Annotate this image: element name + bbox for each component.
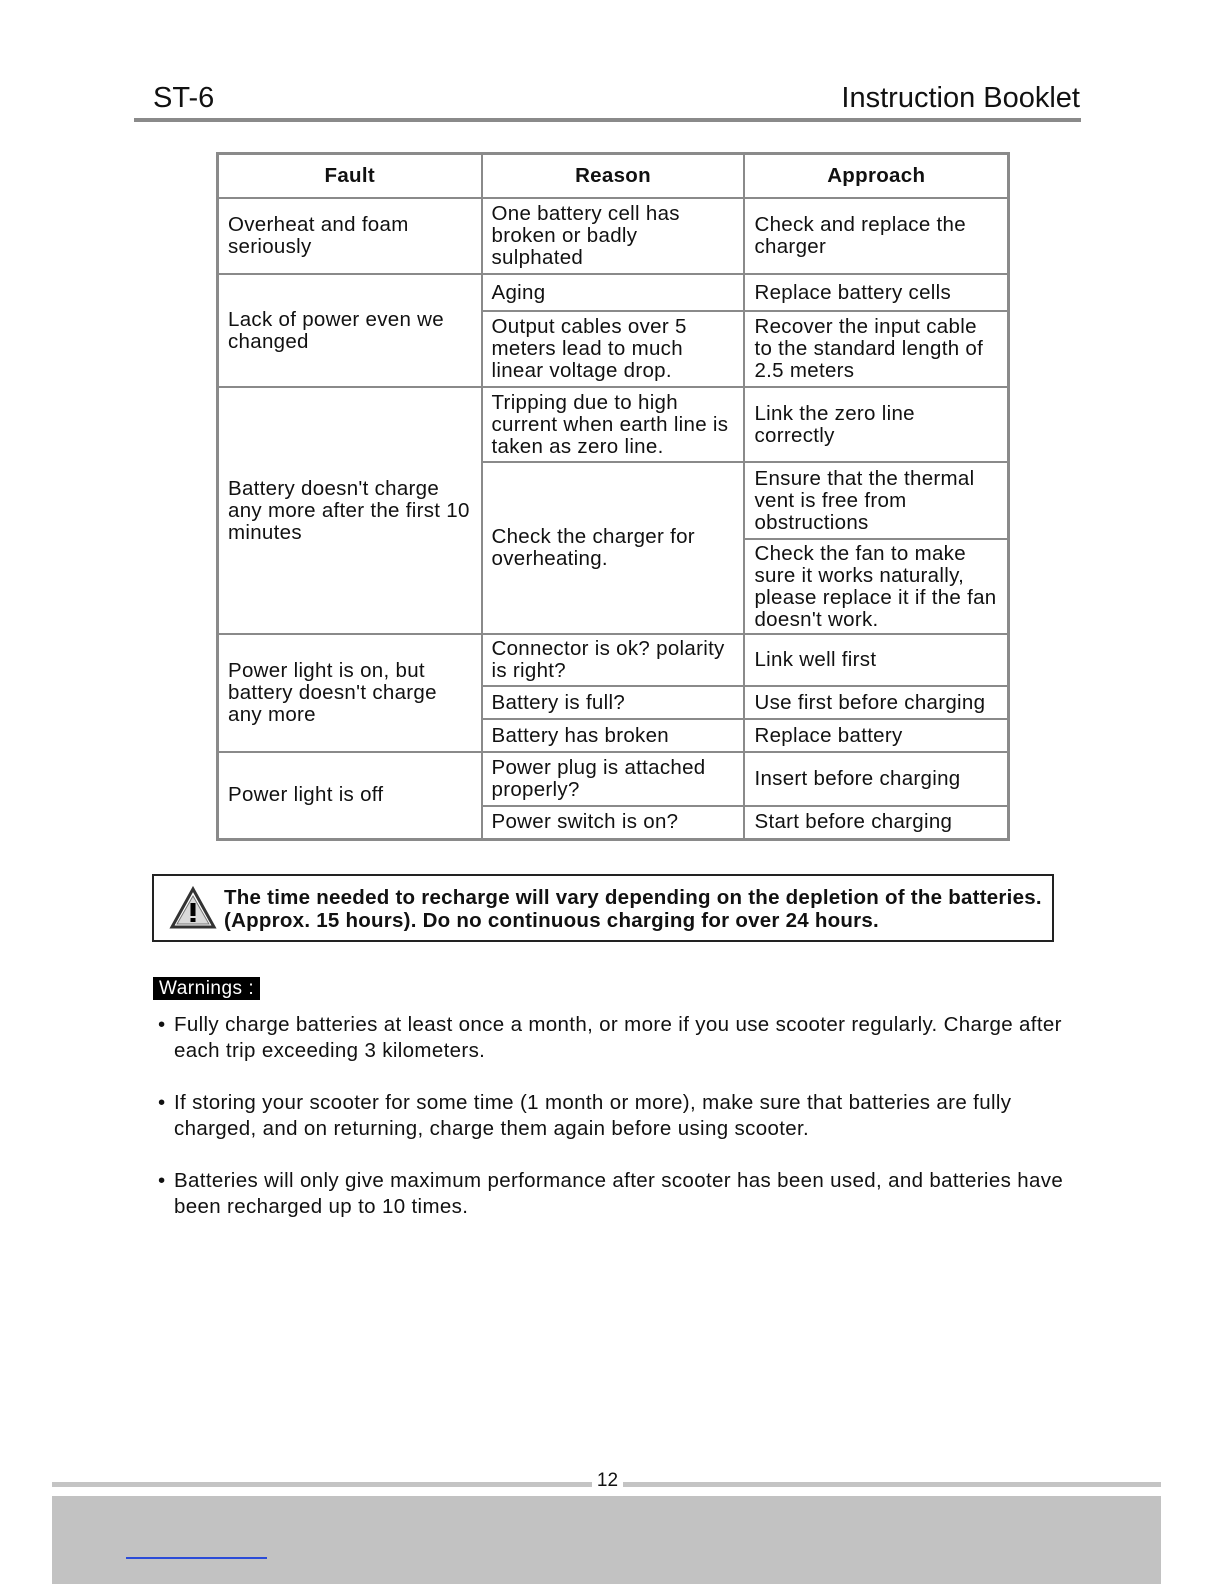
footer-divider-right <box>623 1482 1161 1487</box>
bullet: • <box>158 1013 166 1036</box>
fault-cell: Overheat and foam seriously <box>218 198 482 274</box>
fault-cell: Lack of power even we changed <box>218 274 482 387</box>
approach-cell: Start before charging <box>744 806 1008 839</box>
reason-cell: Power plug is attached properly? <box>482 752 745 806</box>
reason-cell: One battery cell has broken or badly sulphated <box>482 198 745 274</box>
column-header-fault: Fault <box>218 154 482 199</box>
approach-cell: Ensure that the thermal vent is free from obstructions <box>744 462 1008 539</box>
bullet: • <box>158 1169 166 1192</box>
header-divider <box>134 118 1081 122</box>
warnings-heading: Warnings : <box>153 977 260 1000</box>
page-number: 12 <box>596 1470 619 1491</box>
approach-cell: Replace battery cells <box>744 274 1008 311</box>
table-row <box>218 198 1009 274</box>
warning-text: Fully charge batteries at least once a month, or more if you use scooter regularly. Charge after each trip exceeding 3 kilometers. <box>174 1013 1062 1062</box>
warning-triangle-icon <box>169 886 217 930</box>
fault-cell: Power light is on, but battery doesn't charge any more <box>218 634 482 752</box>
table-row <box>218 387 1009 462</box>
table-row <box>218 752 1009 806</box>
approach-cell: Recover the input cable to the standard length of 2.5 meters <box>744 311 1008 387</box>
bullet: • <box>158 1091 166 1114</box>
footer-link-underline[interactable] <box>126 1557 267 1559</box>
column-header-approach: Approach <box>744 154 1008 199</box>
reason-cell: Connector is ok? polarity is right? <box>482 634 745 686</box>
reason-cell: Tripping due to high current when earth line is taken as zero line. <box>482 387 745 462</box>
fault-cell: Power light is off <box>218 752 482 839</box>
table-row <box>218 634 1009 686</box>
list-item <box>158 1090 1078 1142</box>
reason-cell: Battery is full? <box>482 686 745 719</box>
approach-cell: Check the fan to make sure it works naturally, please replace it if the fan doesn't work. <box>744 539 1008 634</box>
table-row <box>218 274 1009 311</box>
approach-cell: Insert before charging <box>744 752 1008 806</box>
reason-cell: Output cables over 5 meters lead to much linear voltage drop. <box>482 311 745 387</box>
warning-text: Batteries will only give maximum performance after scooter has been used, and batteries have been recharged up to 10 times. <box>174 1169 1064 1218</box>
column-header-reason: Reason <box>482 154 745 199</box>
charging-notice-box <box>152 874 1054 942</box>
approach-cell: Link the zero line correctly <box>744 387 1008 462</box>
approach-cell: Link well first <box>744 634 1008 686</box>
list-item <box>158 1168 1078 1220</box>
warnings-list <box>158 1012 1078 1246</box>
troubleshooting-table <box>216 152 1010 841</box>
table-header-row <box>218 154 1009 199</box>
approach-cell: Replace battery <box>744 719 1008 752</box>
document-model: ST-6 <box>153 82 215 114</box>
reason-cell: Check the charger for overheating. <box>482 462 745 634</box>
list-item <box>158 1012 1078 1064</box>
footer-band <box>52 1496 1161 1584</box>
approach-cell: Use first before charging <box>744 686 1008 719</box>
reason-cell: Aging <box>482 274 745 311</box>
charging-notice-text: The time needed to recharge will vary depending on the depletion of the batteries. (Approx. 15 hours). Do no continuous charging for over 24 hours. <box>224 886 1042 932</box>
approach-cell: Check and replace the charger <box>744 198 1008 274</box>
reason-cell: Power switch is on? <box>482 806 745 839</box>
document-title: Instruction Booklet <box>841 82 1080 114</box>
footer-divider-left <box>52 1482 592 1487</box>
warning-text: If storing your scooter for some time (1 month or more), make sure that batteries are fully charged, and on returning, charge them again before using scooter. <box>174 1091 1012 1140</box>
fault-cell: Battery doesn't charge any more after the first 10 minutes <box>218 387 482 634</box>
reason-cell: Battery has broken <box>482 719 745 752</box>
